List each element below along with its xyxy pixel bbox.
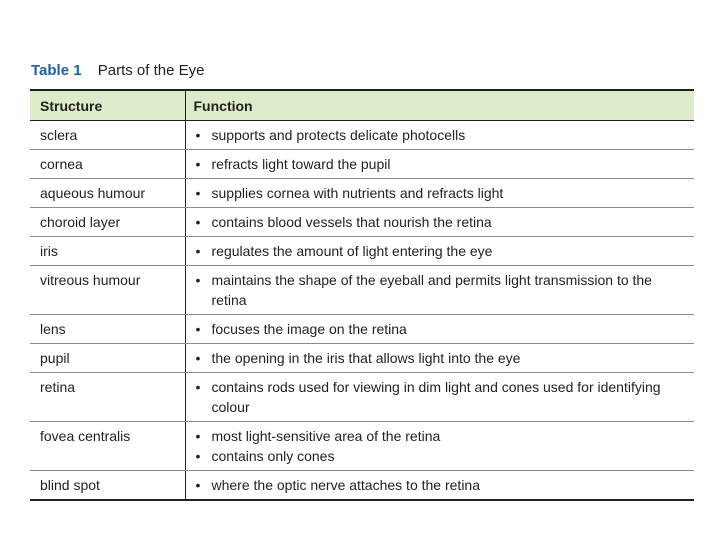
column-header-function: Function bbox=[185, 90, 694, 121]
function-list bbox=[194, 241, 687, 261]
function-list bbox=[194, 475, 687, 495]
function-cell bbox=[185, 422, 694, 471]
function-list bbox=[194, 183, 687, 203]
function-cell bbox=[185, 208, 694, 237]
header-row bbox=[30, 90, 694, 121]
structure-cell: choroid layer bbox=[30, 208, 185, 237]
function-cell bbox=[185, 121, 694, 150]
table-body bbox=[30, 121, 694, 501]
function-cell bbox=[185, 471, 694, 501]
function-item: • where the optic nerve attaches to the retina bbox=[194, 475, 687, 495]
structure-cell: vitreous humour bbox=[30, 266, 185, 315]
function-item: • most light-sensitive area of the retina bbox=[194, 426, 687, 446]
table-row bbox=[30, 266, 694, 315]
column-header-structure: Structure bbox=[30, 90, 185, 121]
structure-cell: iris bbox=[30, 237, 185, 266]
structure-cell: fovea centralis bbox=[30, 422, 185, 471]
structure-cell: pupil bbox=[30, 344, 185, 373]
structure-cell: retina bbox=[30, 373, 185, 422]
function-item: • regulates the amount of light entering the eye bbox=[194, 241, 687, 261]
function-item: • contains only cones bbox=[194, 446, 687, 466]
structure-cell: aqueous humour bbox=[30, 179, 185, 208]
function-cell bbox=[185, 315, 694, 344]
table-row bbox=[30, 315, 694, 344]
structure-cell: lens bbox=[30, 315, 185, 344]
function-list bbox=[194, 377, 687, 417]
function-cell bbox=[185, 344, 694, 373]
structure-cell: sclera bbox=[30, 121, 185, 150]
table-row bbox=[30, 150, 694, 179]
function-item: • the opening in the iris that allows light into the eye bbox=[194, 348, 687, 368]
function-item: • contains blood vessels that nourish the retina bbox=[194, 212, 687, 232]
table-row bbox=[30, 344, 694, 373]
table-row bbox=[30, 208, 694, 237]
function-item: • contains rods used for viewing in dim light and cones used for identifying colour bbox=[194, 377, 687, 417]
function-cell bbox=[185, 373, 694, 422]
function-list bbox=[194, 319, 687, 339]
table-row bbox=[30, 237, 694, 266]
function-list bbox=[194, 426, 687, 466]
function-cell bbox=[185, 266, 694, 315]
table-title: Parts of the Eye bbox=[97, 62, 205, 79]
table-row bbox=[30, 121, 694, 150]
table-caption bbox=[31, 61, 204, 81]
eye-parts-table bbox=[30, 89, 694, 501]
function-item: • supplies cornea with nutrients and refracts light bbox=[194, 183, 687, 203]
function-cell bbox=[185, 237, 694, 266]
function-item: • maintains the shape of the eyeball and permits light transmission to the retina bbox=[194, 270, 687, 310]
structure-cell: cornea bbox=[30, 150, 185, 179]
function-cell bbox=[185, 150, 694, 179]
structure-cell: blind spot bbox=[30, 471, 185, 501]
table-number-label: Table 1 bbox=[31, 62, 82, 79]
function-cell bbox=[185, 179, 694, 208]
function-item: • supports and protects delicate photocells bbox=[194, 125, 687, 145]
function-list bbox=[194, 125, 687, 145]
function-list bbox=[194, 212, 687, 232]
table-row bbox=[30, 422, 694, 471]
function-list bbox=[194, 270, 687, 310]
function-list bbox=[194, 154, 687, 174]
function-item: • focuses the image on the retina bbox=[194, 319, 687, 339]
table-row bbox=[30, 179, 694, 208]
table-row bbox=[30, 373, 694, 422]
function-list bbox=[194, 348, 687, 368]
table-row bbox=[30, 471, 694, 501]
function-item: • refracts light toward the pupil bbox=[194, 154, 687, 174]
